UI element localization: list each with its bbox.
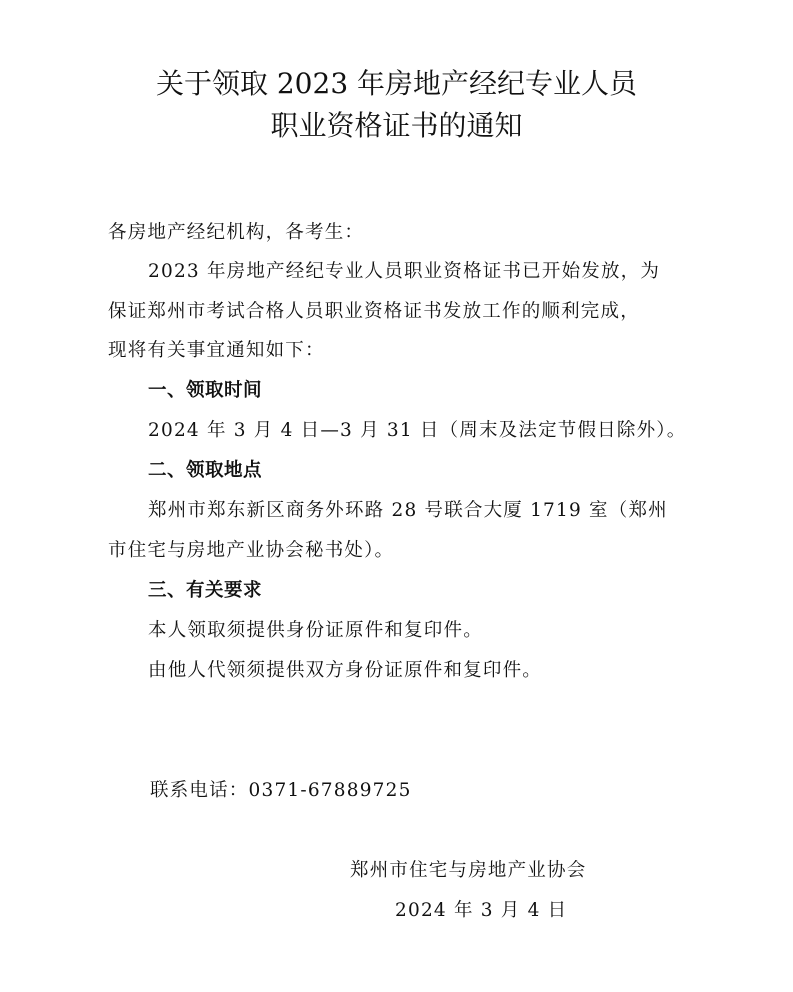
section-heading-requirements: 三、有关要求	[148, 580, 263, 601]
section-heading-place: 二、领取地点	[148, 460, 263, 481]
contact-phone: 联系电话：0371-67889725	[150, 780, 412, 801]
section-text-place-2: 市住宅与房地产业协会秘书处）。	[108, 540, 395, 561]
requirement-item-2: 由他人代领须提供双方身份证原件和复印件。	[148, 660, 543, 681]
section-text-place-1: 郑州市郑东新区商务外环路 28 号联合大厦 1719 室（郑州	[148, 500, 668, 521]
signature-date: 2024 年 3 月 4 日	[395, 900, 568, 921]
intro-line-3: 现将有关事宜通知如下：	[108, 340, 325, 361]
signature-org: 郑州市住宅与房地产业协会	[350, 860, 587, 881]
title-line-2: 职业资格证书的通知	[270, 109, 523, 142]
salutation: 各房地产经纪机构，各考生：	[108, 222, 365, 243]
section-text-time: 2024 年 3 月 4 日—3 月 31 日（周末及法定节假日除外）。	[148, 420, 687, 441]
intro-line-1: 2023 年房地产经纪专业人员职业资格证书已开始发放，为	[148, 261, 661, 282]
title-line-1: 关于领取 2023 年房地产经纪专业人员	[155, 67, 638, 100]
intro-line-2: 保证郑州市考试合格人员职业资格证书发放工作的顺利完成，	[108, 301, 640, 322]
section-heading-time: 一、领取时间	[148, 380, 263, 401]
requirement-item-1: 本人领取须提供身份证原件和复印件。	[148, 620, 483, 641]
